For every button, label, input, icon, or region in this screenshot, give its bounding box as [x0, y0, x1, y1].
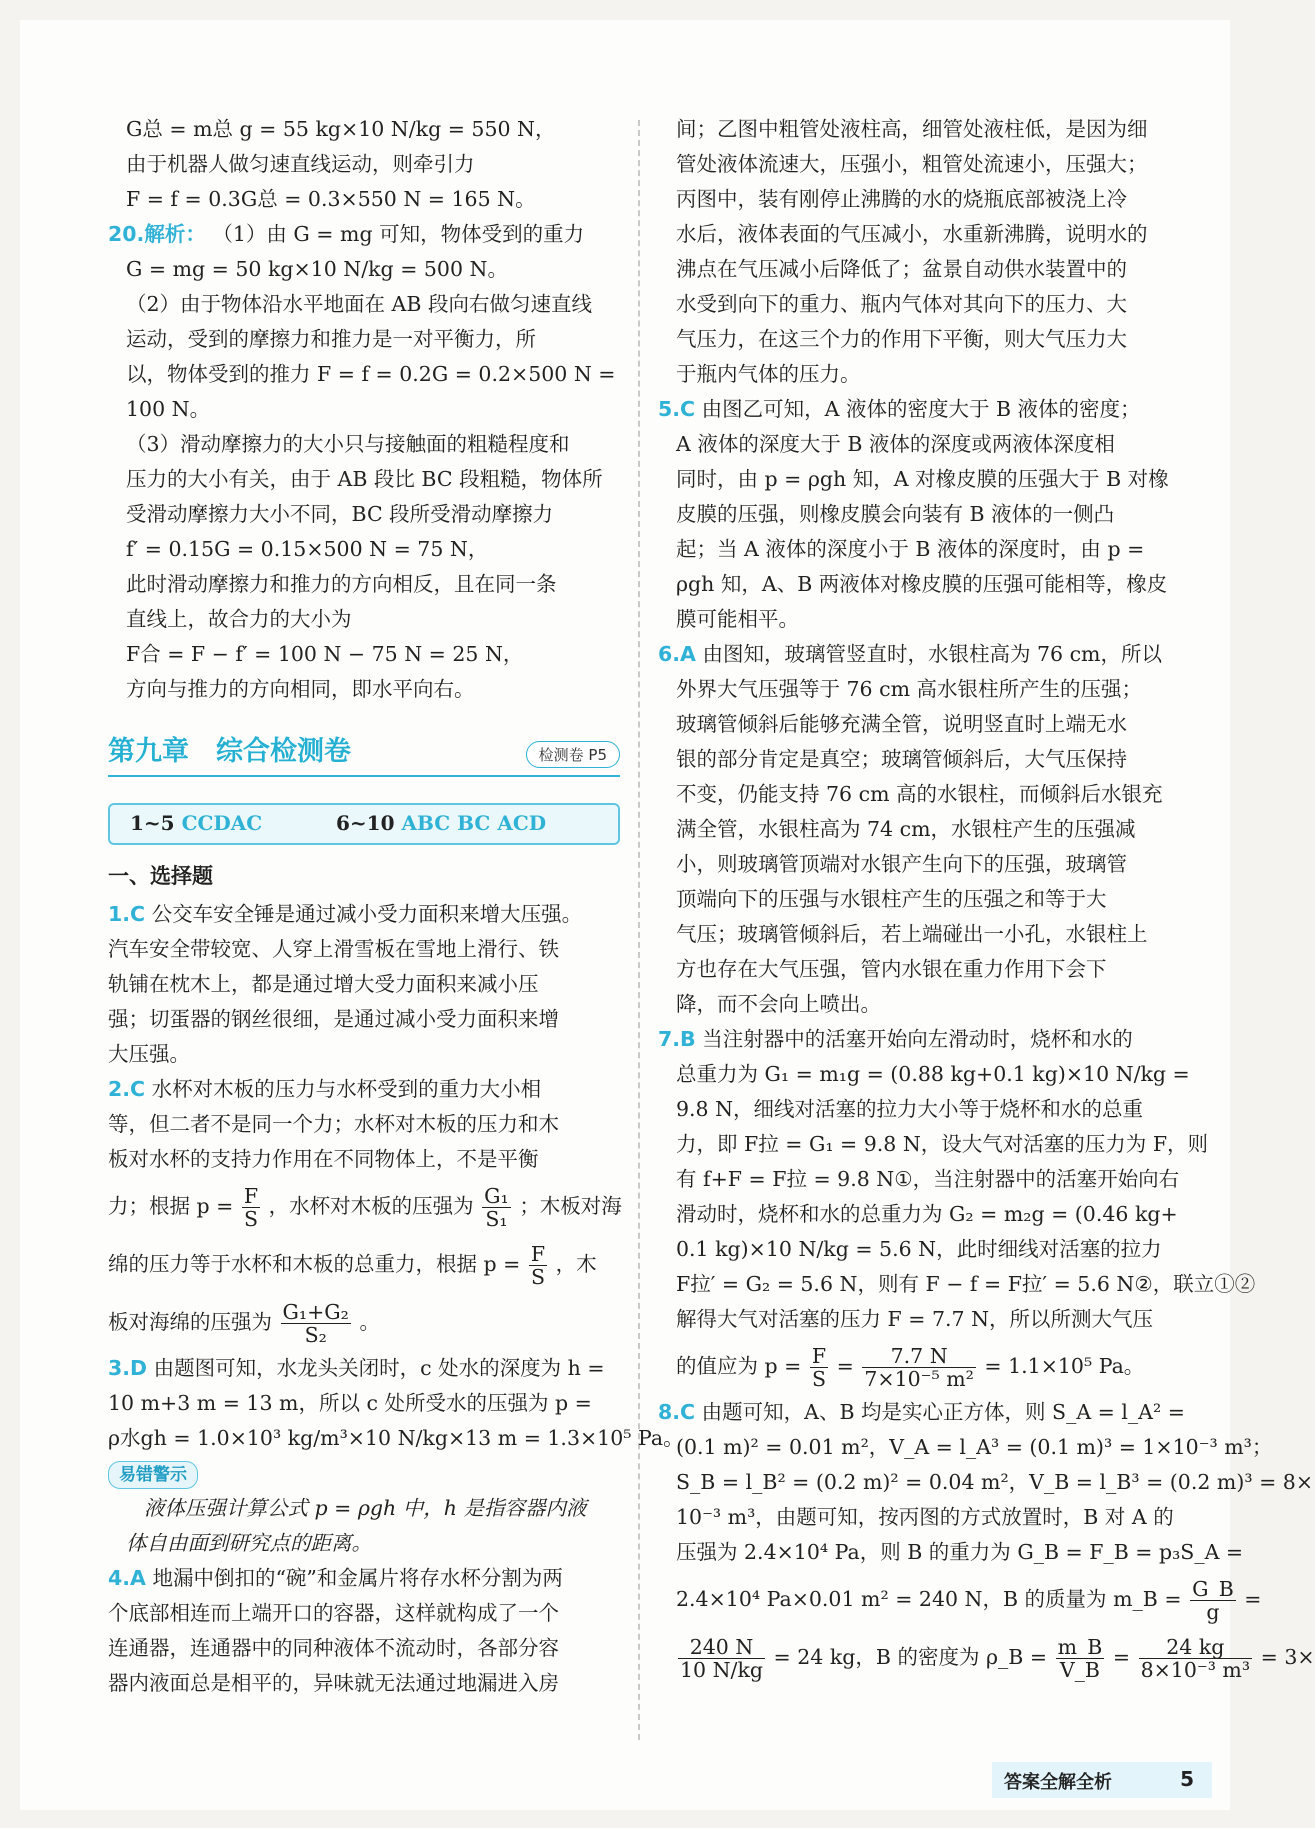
- answers-1-5: [130, 811, 262, 835]
- text-line: 由图乙可知，A 液体的密度大于 B 液体的密度；: [701, 397, 1141, 421]
- text-line: 连通器，连通器中的同种液体不流动时，各部分容: [108, 1636, 559, 1660]
- text-line: 方也存在大气压强，管内水银在重力作用下会下: [676, 957, 1107, 981]
- text-line: 受滑动摩擦力大小不同，BC 段所受滑动摩擦力: [126, 502, 554, 526]
- text-line: 起；当 A 液体的深度小于 B 液体的深度时，由 p =: [676, 537, 1145, 561]
- text-line: 降，而不会向上喷出。: [676, 992, 881, 1016]
- text-line: 直线上，故合力的大小为: [126, 607, 352, 631]
- text-segment: = 3×: [1260, 1645, 1315, 1669]
- text-line: 小，则玻璃管顶端对水银产生向下的压强，玻璃管: [676, 852, 1127, 876]
- text-line: ρ水gh = 1.0×10³ kg/m³×10 N/kg×13 m = 1.3×10⁵ Pa。: [108, 1426, 684, 1450]
- question-4: [108, 1561, 620, 1596]
- text-line: （3）滑动摩擦力的大小只与接触面的粗糙程度和: [126, 432, 570, 456]
- text-line: 气压；玻璃管倾斜后，若上端碰出一小孔，水银柱上: [676, 922, 1148, 946]
- answers-label: 6~10: [336, 811, 395, 835]
- numerator: 7.7 N: [862, 1345, 976, 1368]
- text-line: 解得大气对活塞的压力 F = 7.7 N，所以所测大气压: [676, 1307, 1154, 1331]
- numerator: G_B: [1192, 1577, 1234, 1601]
- text-line: 不变，仍能支持 76 cm 高的水银柱，而倾斜后水银充: [676, 782, 1163, 806]
- question-number: 6.A: [658, 642, 696, 666]
- text-line: 由题可知，A、B 均是实心正方体，则 S_A = l_A² =: [701, 1400, 1185, 1424]
- question-number: 8.C: [658, 1400, 696, 1424]
- question-number: 1.C: [108, 902, 146, 926]
- text-line: 当注射器中的活塞开始向左滑动时，烧杯和水的: [702, 1027, 1133, 1051]
- chapter-rule: [108, 775, 620, 777]
- answers-value: CCDAC: [181, 811, 263, 835]
- text-line: 方向与推力的方向相同，即水平向右。: [126, 677, 475, 701]
- numerator: 240 N: [678, 1636, 765, 1659]
- numerator: G₁+G₂: [282, 1300, 349, 1324]
- answer-key-box: [108, 803, 620, 845]
- denominator: V_B: [1059, 1658, 1100, 1682]
- chapter-title: 第九章 综合检测卷: [108, 736, 351, 767]
- text-line: 水后，液体表面的气压减小，水重新沸腾，说明水的: [676, 222, 1148, 246]
- text-line: 强；切蛋器的钢丝很细，是通过减小受力面积来增: [108, 1007, 559, 1031]
- text-segment: 板对海绵的压强为: [108, 1310, 272, 1334]
- column-divider: [638, 120, 640, 1740]
- fraction: [1190, 1578, 1236, 1623]
- text-line: 汽车安全带较宽、人穿上滑雪板在雪地上滑行、铁: [108, 937, 559, 961]
- text-line: 个底部相连而上端开口的容器，这样就构成了一个: [108, 1601, 559, 1625]
- question-number: 3.D: [108, 1356, 148, 1380]
- tip-text: 体自由面到研究点的距离。: [126, 1531, 372, 1555]
- text-segment: 2.4×10⁴ Pa×0.01 m² = 240 N，B 的质量为 m_B =: [676, 1587, 1182, 1611]
- text-line: S_B = l_B² = (0.2 m)² = 0.04 m²，V_B = l_B³ = (0.2 m)³ = 8×: [676, 1470, 1313, 1494]
- numerator: F: [811, 1344, 827, 1368]
- text-line: 皮膜的压强，则橡皮膜会向装有 B 液体的一侧凸: [676, 502, 1115, 526]
- question-number: 4.A: [108, 1566, 146, 1590]
- question-2: [108, 1072, 620, 1107]
- text-line: 轨铺在枕木上，都是通过增大受力面积来减小压: [108, 972, 539, 996]
- text-segment: 的值应为 p =: [676, 1354, 802, 1378]
- text-line: 地漏中倒扣的“碗”和金属片将存水杯分割为两: [152, 1566, 563, 1590]
- text-line: 玻璃管倾斜后能够充满全管，说明竖直时上端无水: [676, 712, 1127, 736]
- text-line: 0.1 kg)×10 N/kg = 5.6 N，此时细线对活塞的拉力: [676, 1237, 1162, 1261]
- denominator: S: [243, 1207, 259, 1231]
- text-line: （1）由 G = mg 可知，物体受到的重力: [212, 222, 585, 246]
- text-segment: 绵的压力等于水杯和木板的总重力，根据 p =: [108, 1252, 521, 1276]
- text-line: 滑动时，烧杯和水的总重力为 G₂ = m₂g = (0.46 kg+: [676, 1202, 1178, 1226]
- text-line: 由于机器人做匀速直线运动，则牵引力: [126, 152, 475, 176]
- fraction: [1056, 1636, 1105, 1681]
- text-segment: =: [836, 1354, 861, 1378]
- formula-line: [108, 1235, 620, 1293]
- text-line: 管处液体流速大，压强小，粗管处流速小，压强大；: [676, 152, 1148, 176]
- fraction: [1139, 1636, 1253, 1681]
- page-footer: [992, 1762, 1212, 1798]
- text-line: 有 f+F = F拉 = 9.8 N①，当注射器中的活塞开始向右: [676, 1167, 1180, 1191]
- page-number: 5: [1180, 1767, 1194, 1791]
- fraction: [862, 1345, 976, 1390]
- text-line: 100 N。: [126, 397, 211, 421]
- question-8: [658, 1395, 1185, 1430]
- text-line: 大压强。: [108, 1042, 190, 1066]
- text-line: F合 = F − f′ = 100 N − 75 N = 25 N，: [126, 642, 524, 666]
- denominator: S₁: [485, 1207, 508, 1231]
- fraction: [529, 1243, 547, 1288]
- tip-text: 液体压强计算公式 p = ρgh 中，h 是指容器内液: [144, 1496, 587, 1520]
- page: [20, 20, 1315, 1810]
- text-line: 气压力，在这三个力的作用下平衡，则大气压力大: [676, 327, 1127, 351]
- text-line: 运动，受到的摩擦力和推力是一对平衡力，所: [126, 327, 536, 351]
- formula-line: [108, 1293, 620, 1351]
- text-segment: ，水杯对木板的压强为: [268, 1194, 474, 1218]
- denominator: g: [1206, 1600, 1220, 1624]
- answers-label: 1~5: [130, 811, 175, 835]
- text-line: 力，即 F拉 = G₁ = 9.8 N，设大气对活塞的压力为 F，则: [676, 1132, 1209, 1156]
- chapter-header: [108, 725, 620, 791]
- text-line: 银的部分肯定是真空；玻璃管倾斜后，大气压保持: [676, 747, 1127, 771]
- formula-line: [658, 1337, 1176, 1395]
- denominator: 8×10⁻³ m³: [1140, 1658, 1251, 1682]
- text-line: 外界大气压强等于 76 cm 高水银柱所产生的压强；: [676, 677, 1143, 701]
- denominator: S₂: [304, 1323, 327, 1347]
- text-line: 板对水杯的支持力作用在不同物体上，不是平衡: [108, 1147, 539, 1171]
- text-line: 膜可能相平。: [676, 607, 799, 631]
- right-column: [658, 112, 1315, 1686]
- error-warning-tag: 易错警示: [108, 1461, 198, 1489]
- fraction: [281, 1301, 351, 1346]
- text-line: 此时滑动摩擦力和推力的方向相反，且在同一条: [126, 572, 557, 596]
- fraction: [482, 1185, 511, 1230]
- question-5: [658, 392, 1176, 427]
- section-title: 一、选择题: [108, 864, 213, 888]
- numerator: F: [530, 1242, 546, 1266]
- text-segment: =: [1244, 1587, 1262, 1611]
- text-line: 水杯对木板的压力与水杯受到的重力大小相: [151, 1077, 542, 1101]
- text-segment: ，木: [555, 1252, 597, 1276]
- text-line: 同时，由 p = ρgh 知，A 对橡皮膜的压强大于 B 对橡: [676, 467, 1169, 491]
- formula-line: [658, 1570, 1262, 1628]
- text-segment: =: [1112, 1645, 1137, 1669]
- tip-label-row: [108, 1456, 620, 1491]
- text-line: 器内液面总是相平的，异味就无法通过地漏进入房: [108, 1671, 559, 1695]
- chapter-page-tag: 检测卷 P5: [526, 741, 620, 768]
- question-1: [108, 897, 620, 932]
- numerator: m_B: [1057, 1635, 1103, 1659]
- text-line: F = f = 0.3G总 = 0.3×550 N = 165 N。: [126, 187, 536, 211]
- question-7: [658, 1022, 1176, 1057]
- text-line: 满全管，水银柱高为 74 cm，水银柱产生的压强减: [676, 817, 1136, 841]
- text-line: 公交车安全锤是通过减小受力面积来增大压强。: [151, 902, 583, 926]
- text-line: 10 m+3 m = 13 m，所以 c 处所受水的压强为 p =: [108, 1391, 592, 1415]
- text-line: 顶端向下的压强与水银柱产生的压强之和等于大: [676, 887, 1107, 911]
- text-line: 沸点在气压减小后降低了；盆景自动供水装置中的: [676, 257, 1127, 281]
- text-segment: = 1.1×10⁵ Pa。: [984, 1354, 1145, 1378]
- text-segment: = 24 kg，B 的密度为 ρ_B =: [773, 1645, 1048, 1669]
- text-line: 9.8 N，细线对活塞的拉力大小等于烧杯和水的总重: [676, 1097, 1144, 1121]
- denominator: S: [811, 1367, 827, 1391]
- question-number: 20.解析：: [108, 222, 206, 246]
- footer-title: 答案全解全析: [1004, 1772, 1112, 1793]
- formula-line: [108, 1177, 620, 1235]
- text-line: 间；乙图中粗管处液柱高，细管处液柱低，是因为细: [676, 117, 1148, 141]
- text-line: 丙图中，装有刚停止沸腾的水的烧瓶底部被浇上冷: [676, 187, 1127, 211]
- answers-6-10: [336, 811, 546, 835]
- fraction: [242, 1185, 260, 1230]
- question-number: 2.C: [108, 1077, 146, 1101]
- text-line: 压力的大小有关，由于 AB 段比 BC 段粗糙，物体所: [126, 467, 603, 491]
- text-line: 总重力为 G₁ = m₁g = (0.88 kg+0.1 kg)×10 N/kg =: [676, 1062, 1190, 1086]
- question-6: [658, 637, 1176, 672]
- text-line: （2）由于物体沿水平地面在 AB 段向右做匀速直线: [126, 292, 592, 316]
- question-number: 7.B: [658, 1027, 696, 1051]
- text-line: 水受到向下的重力、瓶内气体对其向下的压力、大: [676, 292, 1127, 316]
- question-3: [108, 1351, 620, 1386]
- text-line: A 液体的深度大于 B 液体的深度或两液体深度相: [676, 432, 1115, 456]
- text-segment: 。: [359, 1310, 380, 1334]
- formula-line: [658, 1628, 1315, 1686]
- text-line: F拉′ = G₂ = 5.6 N，则有 F − f = F拉′ = 5.6 N②，联立①②: [676, 1272, 1256, 1296]
- denominator: S: [530, 1265, 546, 1289]
- text-line: 等，但二者不是同一个力；水杯对木板的压力和木: [108, 1112, 559, 1136]
- text-line: ρgh 知，A、B 两液体对橡皮膜的压强可能相等，橡皮: [676, 572, 1168, 596]
- denominator: 7×10⁻⁵ m²: [864, 1367, 974, 1391]
- text-segment: ；木板对海: [519, 1194, 622, 1218]
- text-line: 由图知，玻璃管竖直时，水银柱高为 76 cm，所以: [702, 642, 1162, 666]
- numerator: F: [243, 1184, 259, 1208]
- text-line: 压强为 2.4×10⁴ Pa，则 B 的重力为 G_B = F_B = p₃S_A =: [676, 1540, 1244, 1564]
- text-line: f′ = 0.15G = 0.15×500 N = 75 N，: [126, 537, 489, 561]
- text-line: 由题图可知，水龙头关闭时，c 处水的深度为 h =: [153, 1356, 605, 1380]
- question-number: 5.C: [658, 397, 696, 421]
- text-line: G总 = m总 g = 55 kg×10 N/kg = 550 N，: [126, 117, 556, 141]
- answers-value: ABC BC ACD: [401, 811, 547, 835]
- text-line: 以，物体受到的推力 F = f = 0.2G = 0.2×500 N =: [126, 362, 616, 386]
- fraction: [810, 1345, 828, 1390]
- fraction: [678, 1636, 765, 1681]
- text-line: (0.1 m)² = 0.01 m²，V_A = l_A³ = (0.1 m)³ = 1×10⁻³ m³；: [676, 1435, 1273, 1459]
- numerator: 24 kg: [1139, 1636, 1253, 1659]
- text-line: 10⁻³ m³，由题可知，按丙图的方式放置时，B 对 A 的: [676, 1505, 1174, 1529]
- text-line: G = mg = 50 kg×10 N/kg = 500 N。: [126, 257, 508, 281]
- text-line: 于瓶内气体的压力。: [676, 362, 861, 386]
- question-20: [108, 217, 620, 252]
- text-segment: 力；根据 p =: [108, 1194, 234, 1218]
- denominator: 10 N/kg: [680, 1658, 763, 1682]
- numerator: G₁: [484, 1184, 509, 1208]
